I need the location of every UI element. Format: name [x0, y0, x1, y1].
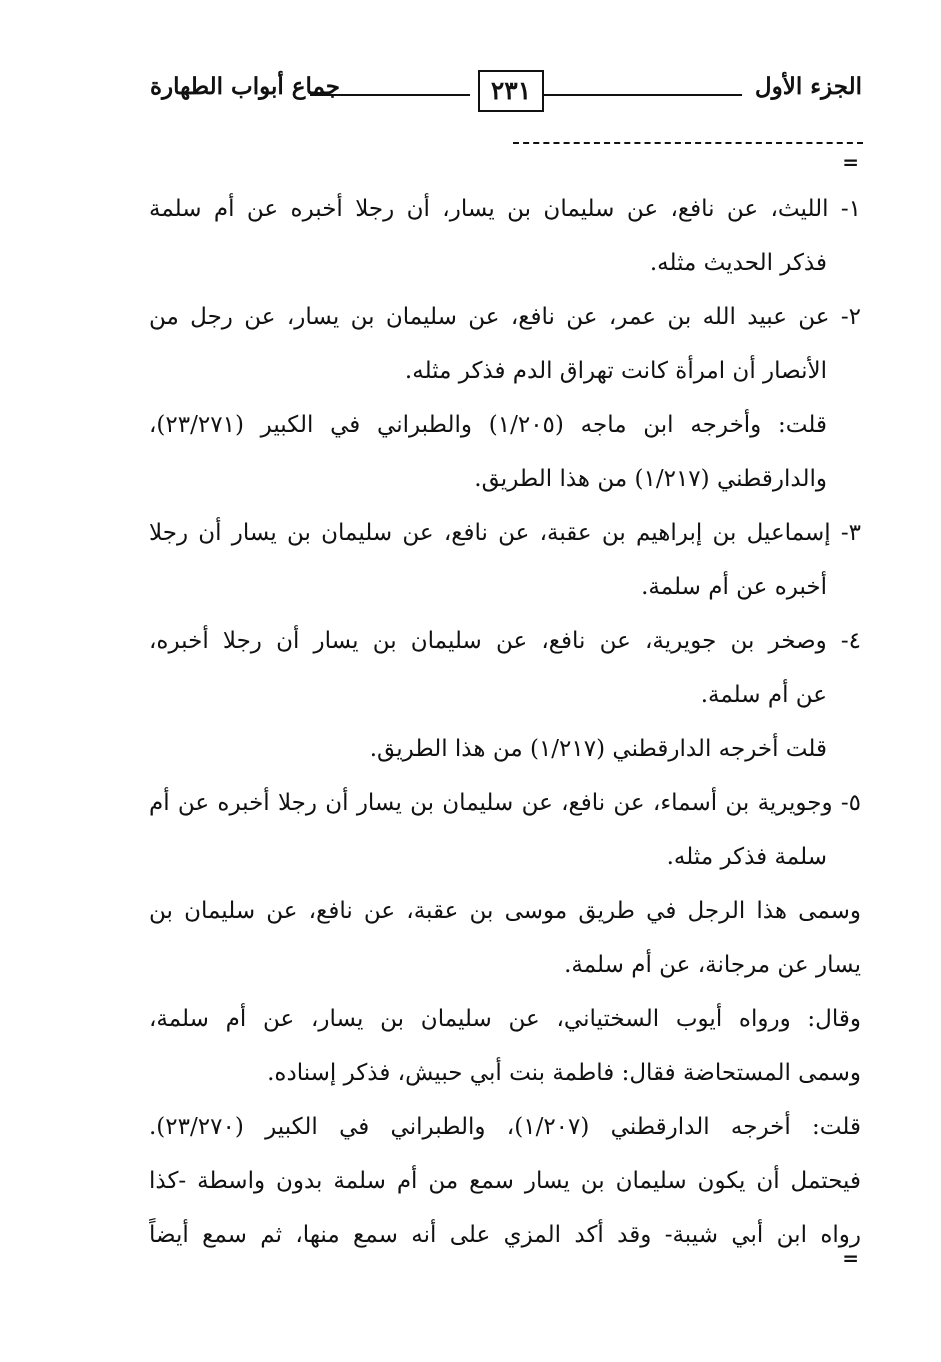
text-line: قلت: أخرجه الدارقطني (١/٢٠٧)، والطبراني في الكبير (٢٣/٢٧٠). [149, 1114, 861, 1140]
text-line: الأنصار أن امرأة كانت تهراق الدم فذكر مثله. [404, 358, 827, 384]
header-rule-right [544, 94, 742, 96]
text-line: سلمة فذكر مثله. [666, 844, 827, 870]
text-line: عن أم سلمة. [700, 682, 827, 708]
text-line: ٣- إسماعيل بن إبراهيم بن عقبة، عن نافع، عن سليمان بن يسار أن رجلا [149, 520, 861, 546]
text-line: قلت: وأخرجه ابن ماجه (١/٢٠٥) والطبراني في الكبير (٢٣/٢٧١)، [149, 412, 827, 438]
page-header [150, 66, 862, 124]
text-line: ٢- عن عبيد الله بن عمر، عن نافع، عن سليمان بن يسار، عن رجل من [149, 304, 861, 330]
text-line: ٤- وصخر بن جويرية، عن نافع، عن سليمان بن يسار أن رجلا أخبره، [149, 628, 861, 654]
continuation-marker-bottom: = [842, 1246, 859, 1270]
text-line: ١- الليث، عن نافع، عن سليمان بن يسار، أن رجلا أخبره عن أم سلمة [149, 196, 861, 222]
text-line: يسار عن مرجانة، عن أم سلمة. [564, 952, 861, 978]
text-line: فيحتمل أن يكون سليمان بن يسار سمع من أم سلمة بدون واسطة -كذا [149, 1168, 861, 1194]
text-line: وسمى المستحاضة فقال: فاطمة بنت أبي حبيش، فذكر إسناده. [267, 1060, 861, 1086]
text-line: رواه ابن أبي شيبة- وقد أكد المزي على أنه سمع منها، ثم سمع أيضاً [149, 1222, 861, 1248]
text-line: ٥- وجويرية بن أسماء، عن نافع، عن سليمان بن يسار أن رجلا أخبره عن أم [149, 790, 861, 816]
page-body [149, 182, 861, 1262]
text-line: والدارقطني (١/٢١٧) من هذا الطريق. [474, 466, 827, 492]
section-title: جماع أبواب الطهارة [150, 73, 341, 100]
continuation-marker-top: = [842, 150, 859, 174]
text-line: قلت أخرجه الدارقطني (١/٢١٧) من هذا الطريق. [369, 736, 827, 762]
text-line: أخبره عن أم سلمة. [641, 574, 827, 600]
dashed-separator [513, 142, 863, 144]
page-number: ٢٣١ [478, 70, 544, 112]
volume-title: الجزء الأول [754, 73, 862, 100]
text-line: فذكر الحديث مثله. [649, 250, 827, 276]
text-line: وقال: ورواه أيوب السختياني، عن سليمان بن يسار، عن أم سلمة، [149, 1006, 861, 1032]
text-line: وسمى هذا الرجل في طريق موسى بن عقبة، عن نافع، عن سليمان بن [149, 898, 861, 924]
